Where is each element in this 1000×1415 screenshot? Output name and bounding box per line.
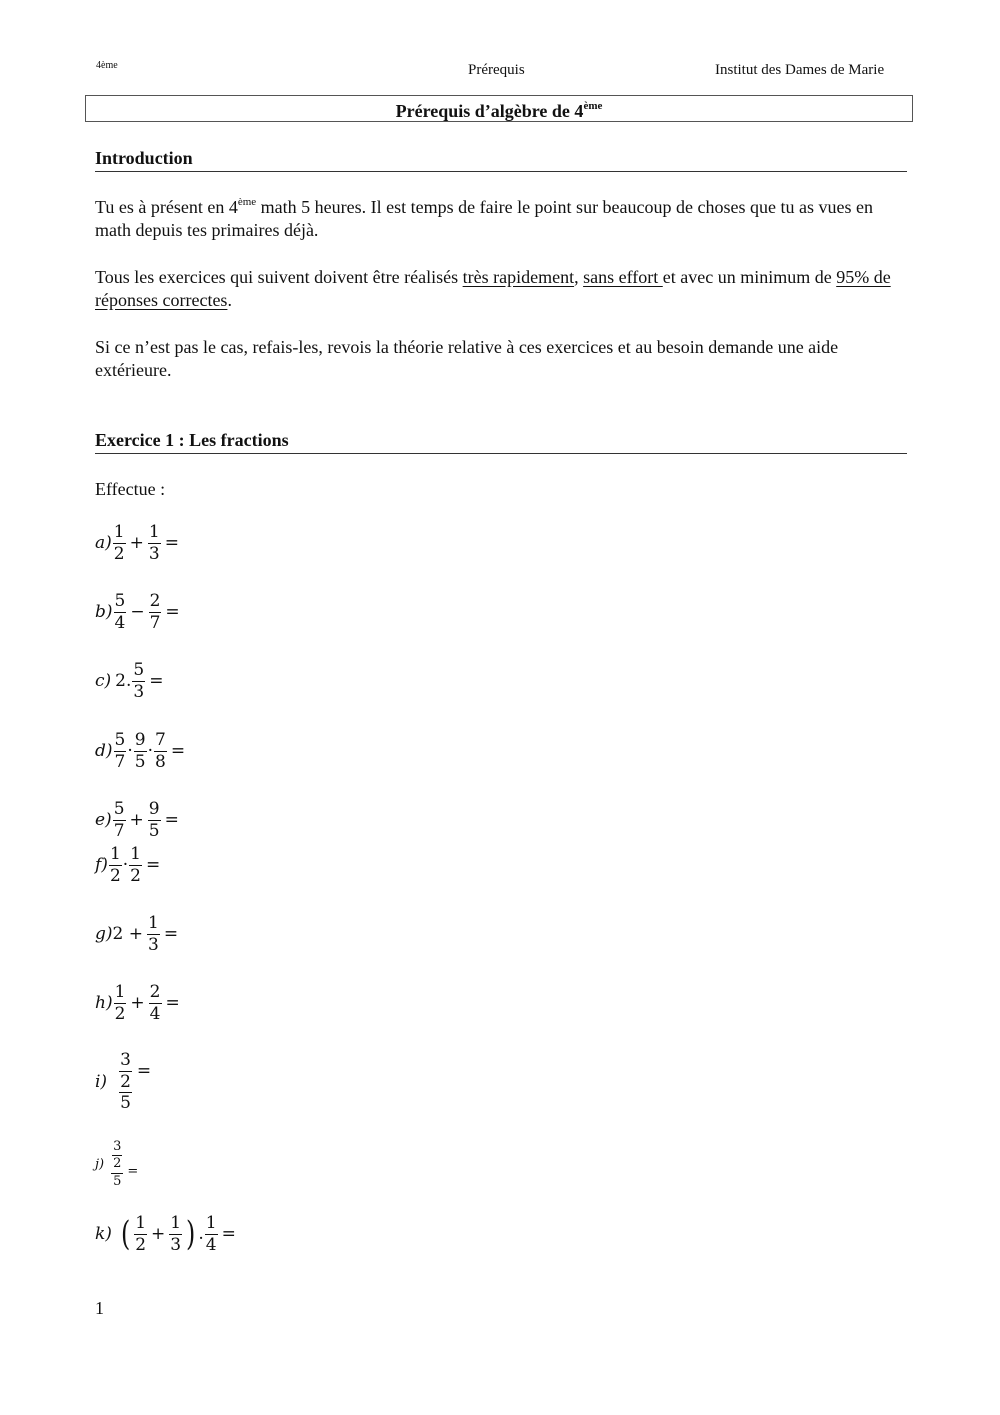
exercise-1-heading: Exercice 1 : Les fractions bbox=[95, 430, 907, 454]
denominator: 2 bbox=[130, 865, 141, 886]
numerator: 1 bbox=[205, 1213, 217, 1233]
fraction bbox=[169, 1214, 182, 1254]
fraction bbox=[147, 914, 160, 954]
exercise-item-j bbox=[95, 1140, 141, 1189]
equals-sign: = bbox=[136, 1061, 152, 1082]
numerator: 9 bbox=[134, 730, 146, 750]
equals-sign: = bbox=[164, 533, 179, 554]
denominator: 2 bbox=[113, 1156, 122, 1172]
intro-p2-u2: sans effort bbox=[583, 267, 663, 287]
denominator: 5 bbox=[148, 820, 160, 841]
page-number: 1 bbox=[95, 1298, 104, 1318]
item-label: d) bbox=[95, 741, 113, 762]
denominator: 7 bbox=[114, 751, 126, 772]
intro-p2-u1: très rapidement bbox=[462, 267, 575, 287]
exercise-1-instruction: Effectue : bbox=[95, 479, 166, 499]
operator: · bbox=[127, 741, 133, 762]
equals-sign: = bbox=[170, 741, 186, 762]
item-label: f) bbox=[95, 855, 108, 876]
exercise-item-d bbox=[95, 731, 188, 771]
numerator: 1 bbox=[130, 844, 141, 864]
intro-paragraph-1 bbox=[95, 196, 907, 242]
intro-p2-c: et avec un minimum de bbox=[662, 267, 837, 287]
item-label: b) bbox=[95, 602, 113, 623]
prefix: 2. bbox=[115, 671, 132, 692]
denominator: 5 bbox=[134, 751, 146, 772]
item-label: i) bbox=[95, 1072, 108, 1093]
equals-sign: = bbox=[165, 602, 180, 623]
denominator: 7 bbox=[149, 612, 161, 633]
item-label: g) bbox=[95, 924, 113, 945]
item-label: h) bbox=[95, 993, 113, 1014]
equals-sign: = bbox=[127, 1163, 139, 1179]
right-paren: ) bbox=[186, 1214, 196, 1255]
header-school: Institut des Dames de Marie bbox=[715, 62, 885, 78]
item-label: a) bbox=[95, 533, 112, 554]
fraction bbox=[113, 523, 126, 563]
equals-sign: = bbox=[146, 855, 161, 876]
operator: · bbox=[122, 855, 129, 876]
intro-p2-b: , bbox=[574, 267, 584, 287]
exercise-item-e bbox=[95, 800, 182, 840]
numerator: 3 bbox=[120, 1050, 131, 1070]
fraction bbox=[134, 731, 147, 771]
numerator: 1 bbox=[109, 844, 121, 864]
item-label: c) bbox=[95, 671, 112, 692]
equals-sign: = bbox=[163, 924, 179, 945]
compound-fraction bbox=[111, 1140, 123, 1189]
numerator: 3 bbox=[112, 1140, 122, 1156]
numerator: 1 bbox=[148, 522, 160, 542]
numerator: 2 bbox=[149, 982, 161, 1002]
intro-paragraph-3: Si ce n’est pas le cas, refais-les, revois la théorie relative à ces exercices et au besoin demande une aide extérieure. bbox=[95, 337, 839, 380]
denominator: 2 bbox=[113, 543, 125, 564]
intro-p1-b: math 5 heures. Il est temps de faire le point sur beaucoup de choses que tu as vues en math depuis tes primaires déjà. bbox=[95, 197, 873, 240]
intro-paragraph-2 bbox=[95, 266, 907, 312]
intro-p2-u3: 95% de réponses correctes bbox=[95, 267, 891, 310]
fraction bbox=[205, 1214, 218, 1254]
numerator: 5 bbox=[133, 660, 145, 680]
exercise-item-h bbox=[95, 983, 183, 1023]
exercise-item-c bbox=[95, 661, 166, 701]
numerator: 1 bbox=[114, 982, 126, 1002]
denominator: 3 bbox=[170, 1234, 182, 1255]
intro-p1-sup: ème bbox=[237, 196, 257, 208]
denominator: 2 bbox=[114, 1003, 126, 1024]
fraction bbox=[114, 983, 127, 1023]
item-label: j) bbox=[95, 1156, 105, 1172]
intro-p2-a: Tous les exercices qui suivent doivent être réalisés bbox=[95, 267, 463, 287]
exercise-item-i bbox=[95, 1051, 154, 1113]
denominator: 8 bbox=[154, 751, 166, 772]
numerator: 1 bbox=[135, 1213, 147, 1233]
denominator: 2 bbox=[135, 1234, 147, 1255]
numerator: 5 bbox=[114, 591, 126, 611]
intro-p2-d: . bbox=[227, 290, 232, 310]
introduction-heading: Introduction bbox=[95, 148, 907, 172]
numerator: 7 bbox=[154, 730, 166, 750]
fraction bbox=[132, 661, 145, 701]
denominator: 5 bbox=[113, 1173, 122, 1189]
left-paren: ( bbox=[120, 1214, 131, 1255]
denominator: 3 bbox=[148, 543, 160, 564]
denominator: 3 bbox=[147, 934, 159, 955]
fraction bbox=[148, 523, 161, 563]
denominator: 4 bbox=[149, 1003, 161, 1024]
fraction bbox=[129, 845, 142, 885]
fraction bbox=[109, 845, 122, 885]
denominator: 4 bbox=[205, 1234, 217, 1255]
equals-sign: = bbox=[149, 671, 164, 692]
denominator: 7 bbox=[113, 820, 125, 841]
equals-sign: = bbox=[164, 810, 179, 831]
fraction bbox=[154, 731, 167, 771]
operator: − bbox=[130, 602, 145, 623]
denominator: 5 bbox=[120, 1093, 131, 1114]
fraction bbox=[114, 731, 127, 771]
equals-sign: = bbox=[221, 1224, 236, 1245]
denominator: 4 bbox=[114, 612, 126, 633]
header-level: 4ème bbox=[96, 60, 118, 71]
exercise-item-k bbox=[95, 1214, 239, 1254]
fraction bbox=[149, 983, 162, 1023]
exercise-item-a bbox=[95, 523, 182, 563]
title-sup: ème bbox=[583, 100, 603, 112]
exercise-item-b bbox=[95, 592, 183, 632]
numerator: 5 bbox=[113, 799, 125, 819]
operator: · bbox=[147, 741, 153, 762]
denominator: 3 bbox=[133, 681, 145, 702]
denominator: 2 bbox=[109, 865, 121, 886]
operator: + bbox=[130, 993, 145, 1014]
numerator: 2 bbox=[120, 1071, 131, 1092]
item-label: e) bbox=[95, 810, 112, 831]
equals-sign: = bbox=[165, 993, 180, 1014]
compound-fraction bbox=[118, 1051, 133, 1113]
fraction bbox=[148, 800, 161, 840]
intro-p1-a: Tu es à présent en 4 bbox=[95, 197, 238, 217]
numerator: 1 bbox=[170, 1213, 182, 1233]
operator: . bbox=[198, 1224, 204, 1245]
exercise-item-f bbox=[95, 845, 163, 885]
fraction bbox=[134, 1214, 147, 1254]
numerator-fraction bbox=[111, 1140, 123, 1174]
numerator: 1 bbox=[113, 522, 125, 542]
operator: + bbox=[129, 810, 144, 831]
numerator: 9 bbox=[148, 799, 160, 819]
header-subject: Prérequis bbox=[468, 62, 525, 78]
fraction bbox=[114, 592, 127, 632]
fraction bbox=[113, 800, 126, 840]
prefix: 2 + bbox=[112, 924, 143, 945]
operator: + bbox=[151, 1224, 166, 1245]
exercise-item-g bbox=[95, 914, 181, 954]
fraction bbox=[149, 592, 162, 632]
numerator: 2 bbox=[149, 591, 161, 611]
denominator-fraction bbox=[118, 1072, 133, 1113]
item-label: k) bbox=[95, 1224, 112, 1245]
document-title bbox=[85, 95, 913, 122]
title-text: Prérequis d’algèbre de 4 bbox=[395, 101, 584, 121]
operator: + bbox=[129, 533, 144, 554]
numerator: 1 bbox=[147, 913, 159, 933]
numerator: 5 bbox=[114, 730, 126, 750]
